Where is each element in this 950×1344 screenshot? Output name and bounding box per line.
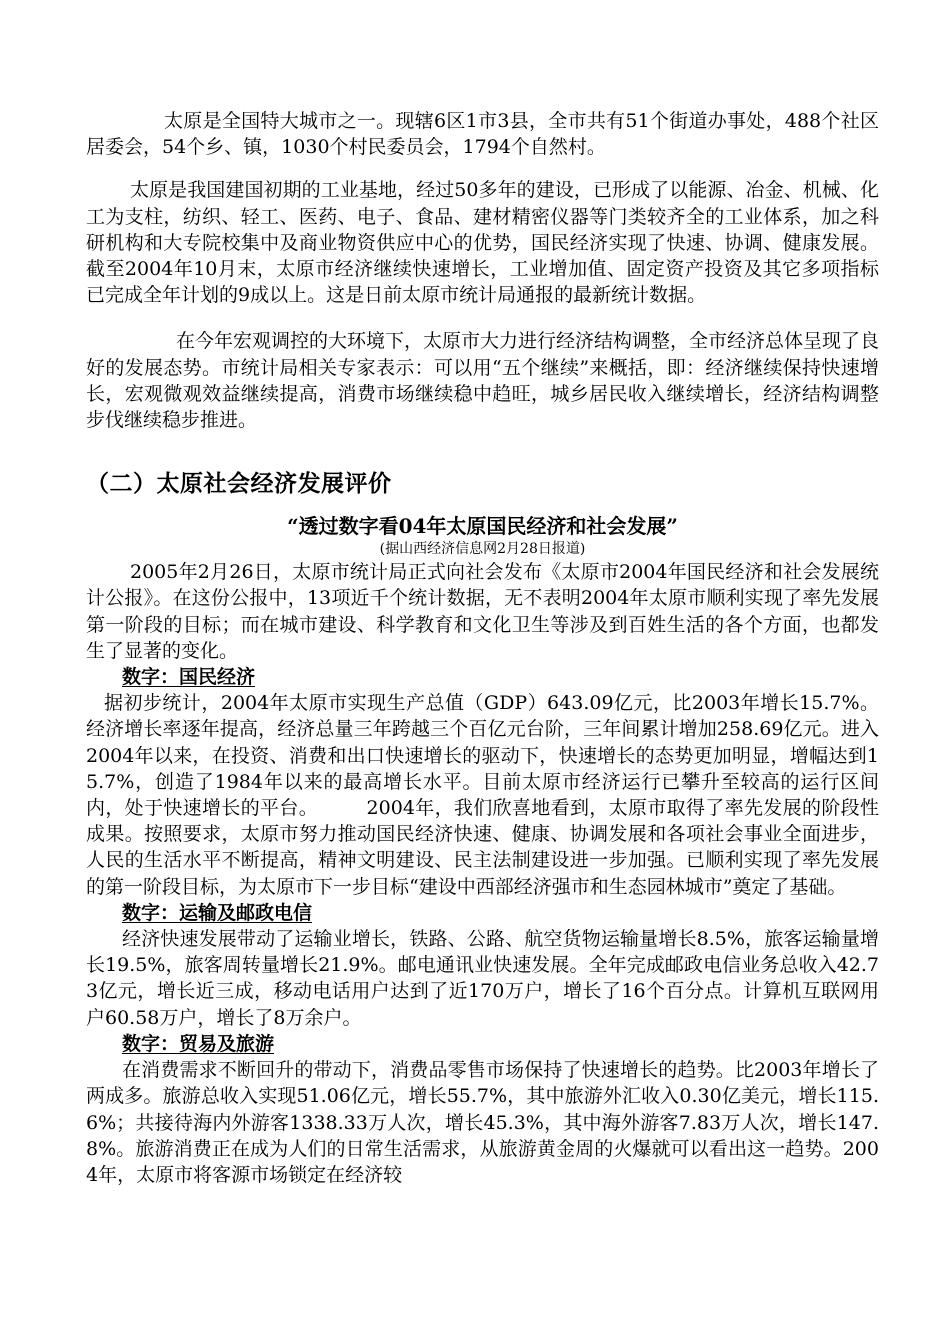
subsection-heading-transport — [86, 900, 879, 926]
subsection-body-economy: 据初步统计，2004年太原市实现生产总值（GDP）643.09亿元，比2003年增长15.7%。经济增长率逐年提高，经济总量三年跨越三个百亿元台阶，三年间累计增加258.69亿元。进入2004年以来，在投资、消费和出口快速增长的驱动下，快速增长的态势更加明显，增幅达到15.7%，创造了1984年以来的最高增长水平。目前太原市经济运行已攀升至较高的运行区间内，处于快速增长的平台。 2004年，我们欣喜地看到，太原市取得了率先发展的阶段性成果。按照要求，太原市努力推动国民经济快速、健康、协调发展和各项社会事业全面进步，人民的生活水平不断提高，精神文明建设、民主法制建设进一步加强。已顺利实现了率先发展的第一阶段目标，为太原市下一步目标“建设中西部经济强市和生态园林城市”奠定了基础。 — [86, 692, 879, 898]
article-title: “透过数字看04年太原国民经济和社会发展” — [287, 514, 678, 539]
subsection-body-trade: 在消费需求不断回升的带动下，消费品零售市场保持了快速增长的趋势。比2003年增长了两成多。旅游总收入实现51.06亿元，增长55.7%，其中旅游外汇收入0.30亿美元，增长115.6%；共接待海内外游客1338.33万人次，增长45.3%，其中海外游客7.83万人次，增长147.8%。旅游消费正在成为人们的日常生活需求，从旅游黄金周的火爆就可以看出这一趋势。2004年，太原市将客源市场锁定在经济较 — [86, 1059, 879, 1186]
subsection-body-transport: 经济快速发展带动了运输业增长，铁路、公路、航空货物运输量增长8.5%，旅客运输量增长19.5%，旅客周转量增长21.9%。邮电通讯业快速发展。全年完成邮政电信业务总收入42.73亿元，增长近三成，移动电话用户达到了近170万户，增长了16个百分点。计算机互联网用户60.58万户，增长了8万余户。 — [86, 928, 879, 1029]
intro-paragraph-3: 在今年宏观调控的大环境下，太原市大力进行经济结构调整，全市经济总体呈现了良好的发展态势。市统计局相关专家表示：可以用“五个继续”来概括，即：经济继续保持快速增长，宏观微观效益继续提高，消费市场继续稳中趋旺，城乡居民收入继续增长，经济结构调整步伐继续稳步推进。 — [86, 330, 880, 432]
intro-paragraph-1: 太原是全国特大城市之一。现辖6区1市3县，全市共有51个街道办事处，488个社区居委会，54个乡、镇，1030个村民委员会，1794个自然村。 — [86, 110, 879, 159]
subsection-heading-trade — [86, 1031, 879, 1057]
subsection-heading-trade-text: 数字：贸易及旅游 — [122, 1032, 275, 1055]
subsection-heading-economy — [86, 664, 879, 690]
intro-paragraph-2: 太原是我国建国初期的工业基地，经过50多年的建设，已形成了以能源、冶金、机械、化工为支柱，纺织、轻工、医药、电子、食品、建材精密仪器等门类较齐全的工业体系，加之科研机构和大专院校集中及商业物资供应中心的优势，国民经济实现了快速、协调、健康发展。截至2004年10月末，太原市经济继续快速增长，工业增加值、固定资产投资及其它多项指标已完成全年计划的9成以上。这是日前太原市统计局通报的最新统计数据。 — [86, 179, 879, 307]
subsection-heading-transport-text: 数字：运输及邮政电信 — [122, 901, 313, 924]
subsection-heading-economy-text: 数字：国民经济 — [122, 666, 256, 689]
section-heading: （二）太原社会经济发展评价 — [86, 471, 392, 498]
article-lead-paragraph: 2005年2月26日，太原市统计局正式向社会发布《太原市2004年国民经济和社会发展统计公报》。在这份公报中，13项近千个统计数据，无不表明2004年太原市顺利实现了率先发展第一阶段的目标；而在城市建设、科学教育和文化卫生等涉及到百姓生活的各个方面，也都发生了显著的变化。 — [86, 561, 879, 662]
article-source: (据山西经济信息网2月28日报道) — [379, 541, 586, 558]
document-page — [86, 108, 879, 1188]
